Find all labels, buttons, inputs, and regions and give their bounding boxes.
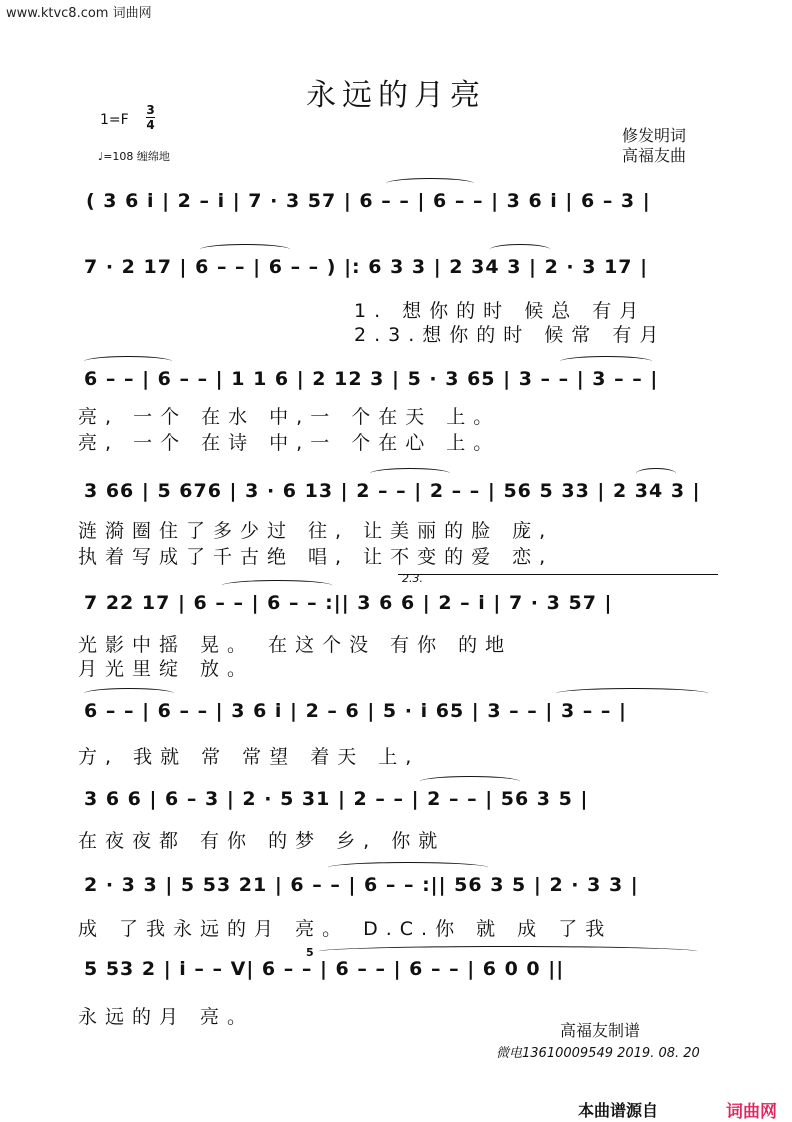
song-title: 永远的月亮 bbox=[306, 78, 486, 113]
site-watermark: www.ktvc8.com 词曲网 bbox=[6, 6, 152, 21]
notes-row-1: ( 3 6 i | 2 – i | 7 · 3 57 | 6 – – | 6 – – | 3 6 i | 6 – 3 | bbox=[86, 190, 651, 212]
volta-line bbox=[398, 574, 718, 575]
contact-info: 微电13610009549 2019. 08. 20 bbox=[496, 1046, 700, 1061]
lyric-row-9: 永远的月 亮。 bbox=[78, 1006, 255, 1028]
lyric-row-5-verse-1: 光影中摇 晃。 在这个没 有你 的地 bbox=[78, 634, 513, 656]
brand-logo[interactable]: 词曲网 bbox=[726, 1102, 777, 1122]
tie bbox=[200, 244, 290, 255]
volta-bracket: 2.3. bbox=[402, 572, 423, 585]
lyric-row-8: 成 了我永远的月 亮。 D.C.你 就 成 了我 bbox=[78, 918, 613, 940]
tie bbox=[560, 356, 652, 367]
tie bbox=[370, 468, 450, 479]
lyric-row-2-verse-1: 1. 想你的时 候总 有月 bbox=[354, 300, 647, 322]
staff-row-3 bbox=[0, 356, 792, 406]
staff-row-1 bbox=[0, 178, 792, 228]
staff-row-4 bbox=[0, 468, 792, 518]
key-signature: 1=F bbox=[100, 112, 129, 128]
staff-row-9 bbox=[0, 946, 792, 996]
lyric-row-3-verse-1: 亮, 一个 在水 中,一 个在天 上。 bbox=[78, 406, 501, 428]
staff-row-7 bbox=[0, 776, 792, 826]
staff-row-2 bbox=[0, 244, 792, 294]
lyric-row-6: 方, 我就 常 常望 着天 上, bbox=[78, 746, 420, 768]
staff-row-8 bbox=[0, 862, 792, 912]
tie bbox=[84, 356, 172, 367]
lyric-row-2-verse-2: 2.3.想你的时 候常 有月 bbox=[354, 324, 667, 346]
tie bbox=[420, 776, 520, 787]
slur bbox=[636, 468, 676, 479]
notes-row-9: 5 53 2 | i – – V| 6 – – | 6 – – | 6 – – | 6 0 0 || bbox=[84, 958, 565, 980]
tie bbox=[318, 946, 698, 957]
lyric-row-4-verse-2: 执着写成了千古绝 唱, 让不变的爱 恋, bbox=[78, 546, 554, 568]
tie bbox=[556, 688, 708, 699]
tempo-marking: ♩=108 缠绵地 bbox=[98, 150, 170, 163]
notes-row-6: 6 – – | 6 – – | 3 6 i | 2 – 6 | 5 · i 65 | 3 – – | 3 – – | bbox=[84, 700, 627, 722]
lyric-row-4-verse-1: 涟漪圈住了多少过 往, 让美丽的脸 庞, bbox=[78, 520, 554, 542]
notes-row-3: 6 – – | 6 – – | 1 1 6 | 2 12 3 | 5 · 3 65 | 3 – – | 3 – – | bbox=[84, 368, 659, 390]
lyricist: 修发明词 bbox=[622, 126, 687, 145]
time-signature: 3 4 bbox=[146, 103, 155, 132]
composer: 高福友曲 bbox=[622, 146, 687, 165]
staff-row-6 bbox=[0, 688, 792, 738]
tie bbox=[222, 580, 332, 591]
tie bbox=[328, 862, 488, 873]
notes-row-2: 7 · 2 17 | 6 – – | 6 – – ) |: 6 3 3 | 2 34 3 | 2 · 3 17 | bbox=[84, 256, 649, 278]
lyric-row-5-verse-2: 月光里绽 放。 bbox=[78, 658, 255, 680]
source-note: 本曲谱源自 bbox=[578, 1101, 659, 1120]
notes-row-8: 2 · 3 3 | 5 53 21 | 6 – – | 6 – – :|| 56 3 5 | 2 · 3 3 | bbox=[84, 874, 639, 896]
transcriber: 高福友制谱 bbox=[560, 1021, 641, 1040]
notes-row-5: 7 22 17 | 6 – – | 6 – – :|| 3 6 6 | 2 – i | 7 · 3 57 | bbox=[84, 592, 613, 614]
lyric-row-7: 在夜夜都 有你 的梦 乡, 你就 bbox=[78, 830, 446, 852]
slur bbox=[490, 244, 550, 255]
staff-row-5 bbox=[0, 572, 792, 630]
notes-row-7: 3 6 6 | 6 – 3 | 2 · 5 31 | 2 – – | 2 – – | 56 3 5 | bbox=[84, 788, 589, 810]
notes-row-4: 3 66 | 5 676 | 3 · 6 13 | 2 – – | 2 – – | 56 5 33 | 2 34 3 | bbox=[84, 480, 701, 502]
lyric-row-3-verse-2: 亮, 一个 在诗 中,一 个在心 上。 bbox=[78, 432, 501, 454]
tie bbox=[84, 688, 174, 699]
credits bbox=[622, 126, 686, 166]
tie bbox=[386, 178, 474, 189]
tempo-change-marker: 5 bbox=[306, 946, 314, 959]
